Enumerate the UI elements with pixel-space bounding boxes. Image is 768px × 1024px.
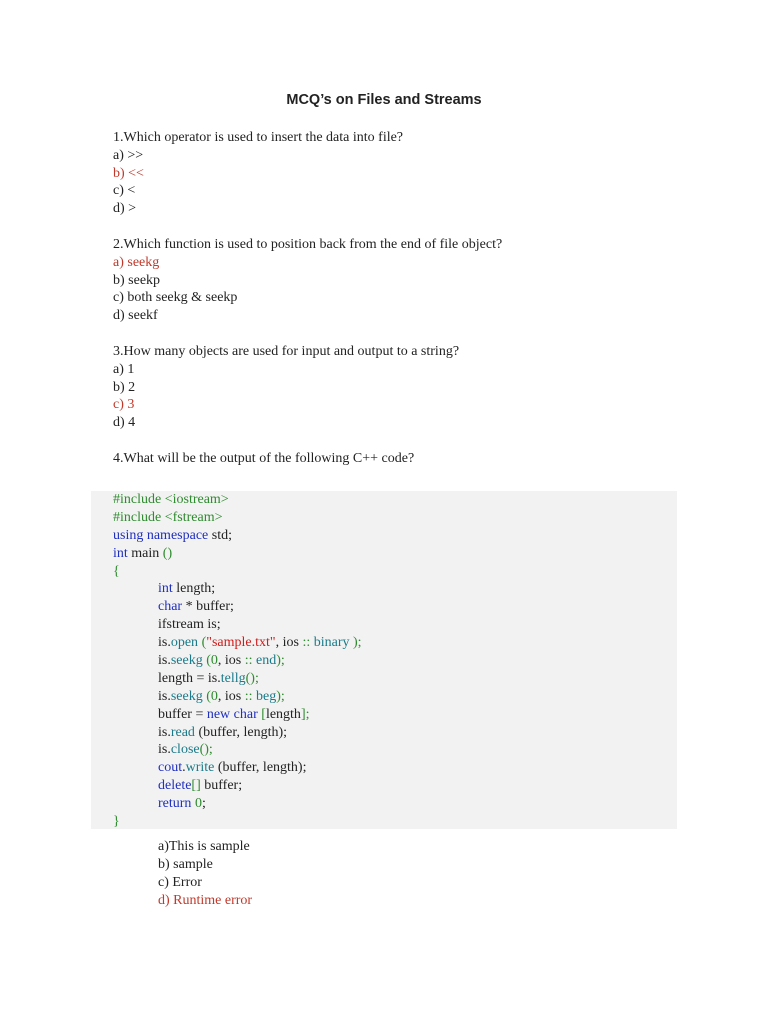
code-token: is. — [158, 635, 171, 651]
code-token: std; — [208, 527, 232, 543]
option-a: a) >> — [113, 147, 144, 163]
code-token: int — [113, 545, 128, 561]
code-token: length; — [172, 581, 216, 597]
code-line-14 — [113, 724, 362, 742]
code-token: (); — [199, 742, 213, 758]
code-line-8: ifstream is; — [158, 617, 221, 633]
code-line-7 — [113, 598, 362, 616]
code-token: ); — [276, 688, 285, 704]
code-token: ]; — [300, 706, 310, 722]
code-token: is. — [158, 742, 171, 758]
code-line-19: } — [113, 814, 120, 830]
code-token: close — [170, 742, 200, 758]
code-token: , ios — [217, 688, 245, 704]
code-line-2: #include <fstream> — [113, 509, 223, 525]
code-token: is. — [158, 724, 171, 740]
option-d-correct: d) Runtime error — [158, 892, 253, 908]
option-c: c) both seekg & seekp — [113, 290, 238, 306]
code-token: 0 — [210, 688, 218, 704]
code-token: ); — [276, 653, 285, 669]
code-token: () — [162, 545, 173, 561]
code-token: length = is. — [158, 670, 221, 686]
option-d: d) > — [113, 201, 137, 217]
code-line-4 — [113, 545, 362, 563]
code-token: char — [233, 706, 258, 722]
code-token: 0 — [210, 653, 218, 669]
code-token: int — [158, 581, 173, 597]
code-token: new — [206, 706, 231, 722]
code-token: beg — [252, 688, 277, 704]
code-line-17 — [113, 777, 362, 795]
code-token: [] — [191, 778, 201, 794]
option-d: d) 4 — [113, 415, 136, 431]
code-token: is. — [158, 688, 171, 704]
option-b: b) seekp — [113, 272, 161, 288]
code-token: :: — [302, 635, 311, 651]
code-token: ; — [201, 796, 206, 812]
code-token: ( — [202, 653, 211, 669]
option-a-correct: a) seekg — [113, 254, 160, 270]
code-token: seekg — [170, 653, 203, 669]
code-token: buffer; — [200, 778, 243, 794]
code-line-12 — [113, 688, 362, 706]
option-b: b) 2 — [113, 379, 136, 395]
code-token: read — [170, 724, 195, 740]
code-token: namespace — [146, 527, 209, 543]
code-line-18 — [113, 795, 362, 813]
question-text: 4.What will be the output of the following C++ code? — [113, 451, 415, 466]
code-token: binary — [310, 635, 353, 651]
question-3 — [113, 343, 459, 432]
code-token: * buffer; — [182, 599, 234, 615]
code-token: (); — [245, 670, 259, 686]
code-token: length — [265, 706, 301, 722]
code-line-13 — [113, 706, 362, 724]
question-1 — [113, 129, 403, 218]
code-token: main — [127, 545, 163, 561]
code-line-10 — [113, 652, 362, 670]
option-a: a)This is sample — [158, 839, 250, 854]
code-line-5: { — [113, 563, 120, 579]
code-token: (buffer, length); — [214, 760, 307, 776]
option-b-correct: b) << — [113, 165, 144, 181]
option-c: c) < — [113, 183, 136, 199]
option-c: c) Error — [158, 874, 202, 890]
code-token: :: — [244, 653, 253, 669]
code-token: . — [182, 760, 186, 776]
code-token: delete — [158, 778, 192, 794]
option-b: b) sample — [158, 856, 213, 872]
code-token: tellg — [220, 670, 246, 686]
option-c-correct: c) 3 — [113, 397, 135, 413]
code-token: , ios — [217, 653, 245, 669]
code-token: end — [252, 653, 277, 669]
code-token: 0 — [194, 796, 202, 812]
code-token: :: — [244, 688, 253, 704]
code-token: buffer = — [158, 706, 207, 722]
code-token: ); — [353, 635, 362, 651]
code-line-1: #include <iostream> — [113, 492, 229, 507]
code-line-9 — [113, 634, 362, 652]
code-token: "sample.txt" — [206, 635, 276, 651]
page-title: MCQ’s on Files and Streams — [286, 92, 482, 108]
code-token: is. — [158, 653, 171, 669]
option-a: a) 1 — [113, 361, 135, 377]
code-token: , ios — [275, 635, 303, 651]
code-line-6 — [113, 580, 362, 598]
code-line-16 — [113, 759, 362, 777]
code-token: [ — [257, 706, 266, 722]
code-line-3 — [113, 527, 362, 545]
code-token: open — [170, 635, 199, 651]
code-line-15 — [113, 741, 362, 759]
code-token: using — [113, 527, 144, 543]
code-token: seekg — [170, 688, 203, 704]
code-line-11 — [113, 670, 362, 688]
question-text: 1.Which operator is used to insert the data into file? — [113, 130, 404, 145]
option-d: d) seekf — [113, 308, 158, 324]
code-block — [113, 491, 362, 831]
question-4 — [113, 450, 414, 468]
question-2 — [113, 236, 502, 325]
code-token: cout — [158, 760, 183, 776]
code-token: return — [158, 796, 192, 812]
code-token: (buffer, length); — [194, 724, 288, 740]
code-token: ( — [202, 688, 211, 704]
code-token: ( — [198, 635, 207, 651]
question-4-options — [158, 838, 252, 910]
code-token: char — [158, 599, 183, 615]
question-text: 3.How many objects are used for input and output to a string? — [113, 344, 460, 359]
question-text: 2.Which function is used to position back from the end of file object? — [113, 237, 503, 252]
code-token: write — [185, 760, 215, 776]
